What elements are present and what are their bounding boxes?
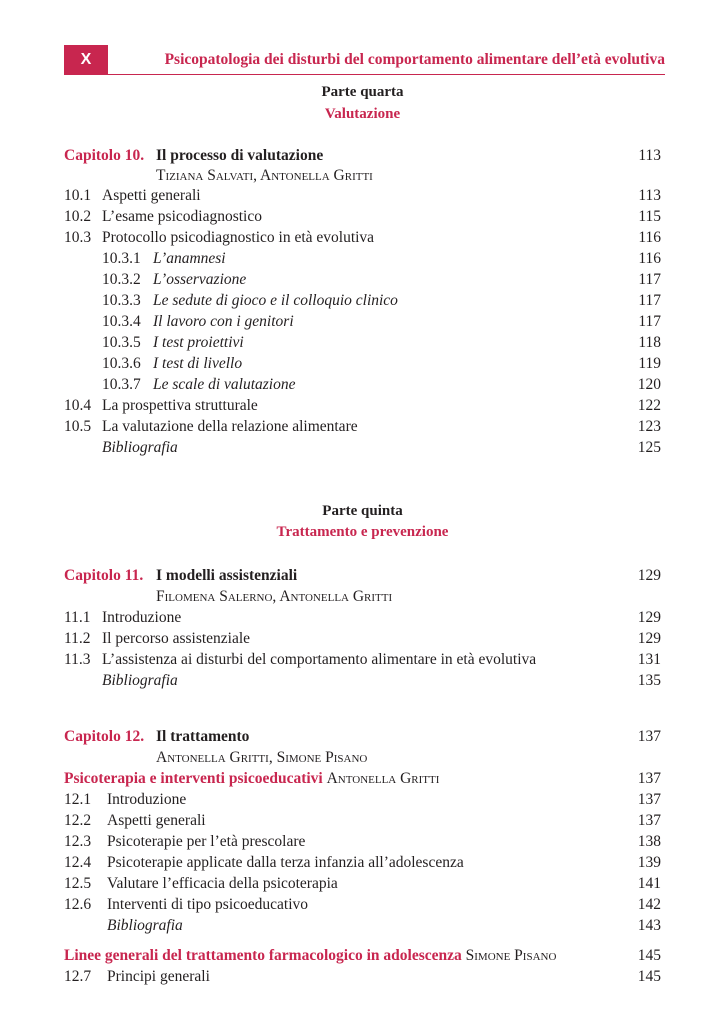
- entry-number: 12.6: [64, 896, 92, 913]
- entry-number: 10.3: [64, 229, 92, 246]
- toc-entry: [64, 854, 661, 875]
- page-number: 120: [637, 376, 661, 393]
- chapter-label: Capitolo 11.: [64, 567, 144, 584]
- entry-title: Bibliografia: [102, 439, 178, 456]
- toc-entry: [64, 208, 661, 229]
- chapter-title: Il trattamento: [156, 728, 250, 745]
- toc-entry: [64, 630, 661, 651]
- entry-number: 12.2: [64, 812, 92, 829]
- toc-entry: [64, 418, 661, 439]
- page-number: 122: [637, 397, 661, 414]
- entry-title: Introduzione: [107, 791, 187, 808]
- chapter-12-authors: [64, 749, 661, 770]
- section-author: Simone Pisano: [465, 947, 557, 964]
- entry-number: 11.1: [64, 609, 91, 626]
- toc-subentry: [64, 355, 661, 376]
- entry-title: Le sedute di gioco e il colloquio clinico: [153, 292, 398, 309]
- page-number: 137: [637, 812, 661, 829]
- entry-number: 12.4: [64, 854, 92, 871]
- entry-title: Psicoterapie per l’età prescolare: [107, 833, 306, 850]
- toc-subentry: [64, 271, 661, 292]
- section-title: Psicoterapia e interventi psicoeducativi: [64, 770, 323, 787]
- page-number: 116: [638, 229, 661, 246]
- toc-entry: [64, 229, 661, 250]
- entry-title: Interventi di tipo psicoeducativo: [107, 896, 309, 913]
- chapter-title: Il processo di valutazione: [156, 147, 324, 164]
- page-number: 115: [638, 208, 661, 225]
- page-number: 137: [637, 770, 661, 787]
- page-number: 123: [637, 418, 661, 435]
- entry-title: Il percorso assistenziale: [102, 630, 251, 647]
- toc-entry: [64, 968, 661, 989]
- entry-title: Valutare l’efficacia della psicoterapia: [107, 875, 338, 892]
- running-title: Psicopatologia dei disturbi del comportamento alimentare dell’età evolutiva: [164, 51, 665, 68]
- chapter-12-heading: [64, 728, 661, 749]
- page-number-box: X: [64, 45, 108, 74]
- entry-number: 10.3.2: [102, 271, 141, 288]
- chapter-10-authors: [64, 167, 661, 188]
- page-number: 129: [637, 630, 661, 647]
- entry-title: Psicoterapie applicate dalla terza infanzia all’adolescenza: [107, 854, 464, 871]
- toc-entry: [64, 651, 661, 672]
- page-number: 119: [638, 355, 661, 372]
- page-number: 145: [637, 968, 661, 985]
- section-heading: [64, 947, 661, 968]
- toc-entry: [64, 791, 661, 812]
- entry-title: I test proiettivi: [153, 334, 244, 351]
- part-4-title: Valutazione: [324, 106, 401, 122]
- page-number: 141: [637, 875, 661, 892]
- bibliography-entry: [64, 917, 661, 938]
- page-number: 142: [637, 896, 661, 913]
- entry-title: Aspetti generali: [102, 187, 201, 204]
- section-title: Linee generali del trattamento farmacologico in adolescenza: [64, 947, 462, 964]
- toc-entry: [64, 875, 661, 896]
- entry-number: 10.3.6: [102, 355, 141, 372]
- part-4-label: Parte quarta: [321, 84, 404, 100]
- entry-number: 11.3: [64, 651, 91, 668]
- chapter-label: Capitolo 10.: [64, 147, 145, 164]
- entry-number: 10.5: [64, 418, 92, 435]
- page-number: 135: [637, 672, 661, 689]
- entry-title: Principi generali: [107, 968, 210, 985]
- entry-title: Bibliografia: [102, 672, 178, 689]
- page-number: 139: [637, 854, 661, 871]
- page-number: 113: [638, 187, 661, 204]
- toc-subentry: [64, 376, 661, 397]
- page-number: 129: [637, 567, 661, 584]
- toc-entry: [64, 187, 661, 208]
- toc-entry: [64, 397, 661, 418]
- toc-entry: [64, 609, 661, 630]
- entry-number: 10.3.1: [102, 250, 141, 267]
- page-number: 137: [637, 728, 661, 745]
- entry-number: 10.3.5: [102, 334, 141, 351]
- page-number: 117: [638, 271, 661, 288]
- entry-title: Aspetti generali: [107, 812, 206, 829]
- toc-entry: [64, 833, 661, 854]
- entry-number: 10.1: [64, 187, 92, 204]
- bibliography-entry: [64, 672, 661, 693]
- page-number: 118: [638, 334, 661, 351]
- running-header: [64, 45, 665, 75]
- toc-subentry: [64, 334, 661, 355]
- chapter-11-heading: [64, 567, 661, 588]
- section-author: Antonella Gritti: [326, 770, 440, 787]
- page-number: 145: [637, 947, 661, 964]
- chapter-11-authors: [64, 588, 661, 609]
- entry-title: L’assistenza ai disturbi del comportamento alimentare in età evolutiva: [102, 651, 537, 668]
- authors: Antonella Gritti, Simone Pisano: [156, 749, 368, 766]
- page-number: 143: [637, 917, 661, 934]
- entry-number: 10.3.7: [102, 376, 141, 393]
- entry-number: 10.3.3: [102, 292, 141, 309]
- page-number: 138: [637, 833, 661, 850]
- entry-number: 12.7: [64, 968, 92, 985]
- toc-entry: [64, 812, 661, 833]
- authors: Tiziana Salvati, Antonella Gritti: [156, 167, 373, 184]
- page-number: 125: [637, 439, 661, 456]
- page-number: 117: [638, 313, 661, 330]
- chapter-10-heading: [64, 147, 661, 168]
- entry-number: 10.4: [64, 397, 92, 414]
- page-number: 116: [638, 250, 661, 267]
- toc-entry: [64, 896, 661, 917]
- entry-title: I test di livello: [153, 355, 243, 372]
- entry-title: Bibliografia: [107, 917, 183, 934]
- chapter-title: I modelli assistenziali: [156, 567, 298, 584]
- entry-title: La prospettiva strutturale: [102, 397, 258, 414]
- section-heading: [64, 770, 661, 791]
- entry-number: 10.3.4: [102, 313, 141, 330]
- chapter-label: Capitolo 12.: [64, 728, 145, 745]
- entry-number: 10.2: [64, 208, 92, 225]
- entry-number: 12.5: [64, 875, 92, 892]
- entry-title: Le scale di valutazione: [153, 376, 296, 393]
- authors: Filomena Salerno, Antonella Gritti: [156, 588, 393, 605]
- entry-title: L’esame psicodiagnostico: [102, 208, 262, 225]
- entry-title: Protocollo psicodiagnostico in età evolutiva: [102, 229, 375, 246]
- page-number: 137: [637, 791, 661, 808]
- part-5-title: Trattamento e prevenzione: [276, 524, 449, 540]
- entry-title: Introduzione: [102, 609, 182, 626]
- part-5-label: Parte quinta: [322, 503, 403, 519]
- toc-subentry: [64, 313, 661, 334]
- page-number: 131: [637, 651, 661, 668]
- entry-title: L’osservazione: [153, 271, 247, 288]
- entry-number: 12.1: [64, 791, 92, 808]
- page-number: 129: [637, 609, 661, 626]
- bibliography-entry: [64, 439, 661, 460]
- entry-title: L’anamnesi: [153, 250, 226, 267]
- toc-subentry: [64, 250, 661, 271]
- entry-number: 11.2: [64, 630, 91, 647]
- entry-title: La valutazione della relazione alimentare: [102, 418, 358, 435]
- entry-title: Il lavoro con i genitori: [153, 313, 294, 330]
- page-number: 113: [638, 147, 661, 164]
- entry-number: 12.3: [64, 833, 92, 850]
- toc-subentry: [64, 292, 661, 313]
- page-number: 117: [638, 292, 661, 309]
